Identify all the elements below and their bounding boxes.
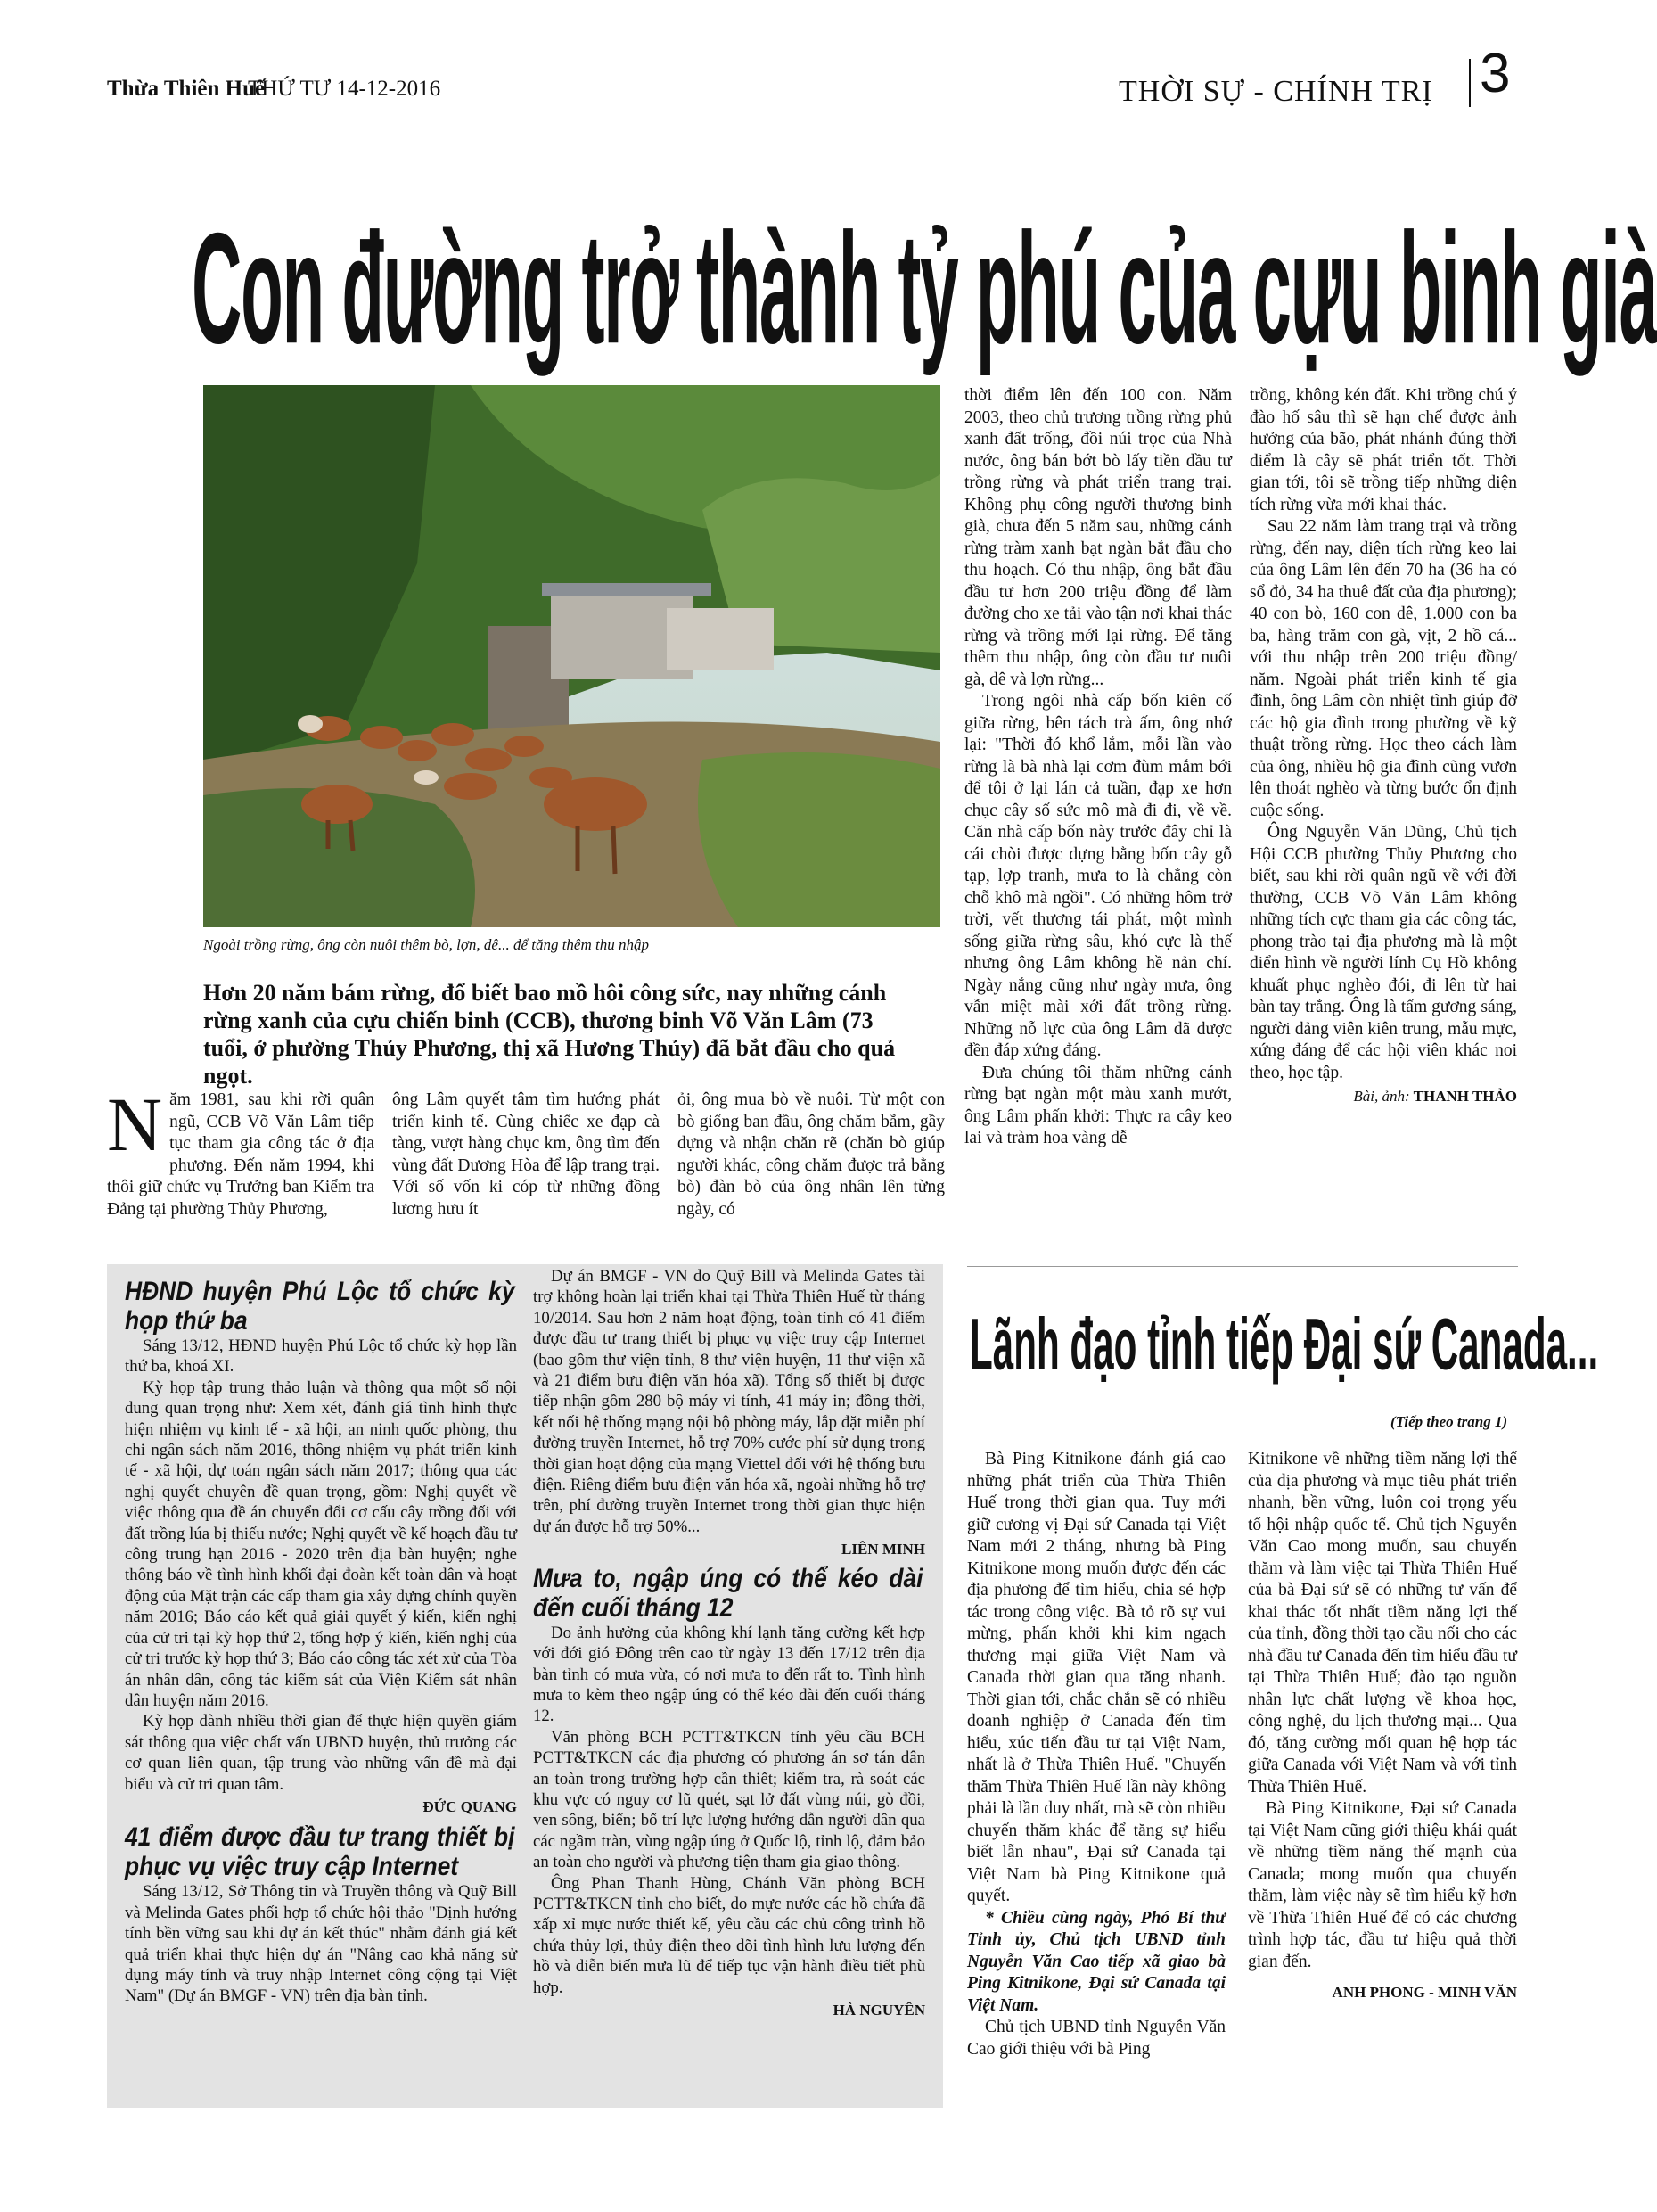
paragraph: Kitnikone về những tiềm năng lợi thế của địa phương và mục tiêu phát triển nhanh, bền vững, luôn coi trọng yếu tố hội nhập quốc tế. Chủ tịch Nguyễn Văn Cao mong muốn, sau chuyến thăm và làm việc tại Thừa Thiên Huế của bà Đại sứ sẽ có những tư vấn để khai thác tốt nhất tiềm năng lợi thế của tỉnh, đồng thời tạo cầu nối cho các nhà đầu tư Canada đến tìm hiểu đầu tư tại Thừa Thiên Huế; đào tạo nguồn nhân lực chất lượng về khoa học, công nghệ, du lịch thương mại... Qua đó, tăng cường mối quan hệ hợp tác giữa Canada với Việt Nam và với tỉnh Thừa Thiên Huế. (1248, 1450, 1517, 1797)
paragraph: trồng, không kén đất. Khi trồng chú ý đào hố sâu thì sẽ hạn chế được ảnh hưởng của bão, phát nhánh đúng thời điểm là cây sẽ phát triển tốt. Thời gian tới, tôi sẽ trồng tiếp những diện tích rừng vừa mới khai thác. (1250, 386, 1517, 514)
column-text: ông Lâm quyết tâm tìm hướng phát triển kinh tế. Cùng chiếc xe đạp cà tàng, vượt hàng chục km, ông tìm đến vùng đất Dương Hòa để lập trang trại. Với số vốn ki cóp từ những đồng lương hưu ít (392, 1090, 660, 1219)
issue-date: THỨ TƯ 14-12-2016 (248, 77, 441, 101)
newspaper-name: Thừa Thiên Huế (107, 77, 266, 101)
brief-title: 41 điểm được đầu tư trang thiết bị phục vụ việc truy cập Internet (125, 1822, 515, 1882)
drop-cap: N (107, 1081, 163, 1167)
section-rule (967, 1266, 1518, 1267)
paragraph: Kỳ họp dành nhiều thời gian để thực hiện quyền giám sát thông qua việc chất vấn UBND huyện, thủ trưởng các cơ quan liên quan, tập trung vào những vấn đề mà đại biểu và cử tri quan tâm. (125, 1712, 517, 1794)
brief-column-2 (533, 1266, 925, 2020)
brief-title: Mưa to, ngập úng có thể kéo dài đến cuối tháng 12 (533, 1563, 923, 1623)
article-lede: Hơn 20 năm bám rừng, đổ biết bao mồ hôi công sức, nay những cánh rừng xanh của cựu chiến binh (CCB), thương binh Võ Văn Lâm (73 tuổi, ở phường Thủy Phương, thị xã Hương Thủy) đã bắt đầu cho quả ngọt. (203, 980, 896, 1089)
paragraph: Do ảnh hưởng của không khí lạnh tăng cường kết hợp với đới gió Đông trên cao từ ngày 13 đến 17/12 trên địa bàn tỉnh có mưa vừa, có nơi mưa to đến rất to. Tình hình mưa to kèm theo ngập úng có thể kéo dài đến cuối tháng 12. (533, 1623, 925, 1726)
article-photo (203, 385, 940, 927)
section-title: THỜI SỰ - CHÍNH TRỊ (1119, 75, 1433, 108)
canada-byline: ANH PHONG - MINH VĂN (1332, 1984, 1517, 2001)
paragraph: thời điểm lên đến 100 con. Năm 2003, theo chủ trương trồng rừng phủ xanh đất trống, đồi núi trọc của Nhà nước, ông bán bớt bò lấy tiền đầu tư trồng rừng và phát triển trang trại. Không phụ công người thương binh già, chưa đến 5 năm sau, những cánh rừng tràm xanh bạt ngàn bắt đầu cho thu hoạch. Có thu nhập, ông bắt đầu đầu tư hơn 200 triệu đồng để làm đường cho xe tải vào tận nơi khai thác rừng và trồng mới lại rừng. Để tăng thêm thu nhập, ông còn đầu tư nuôi gà, dê và lợn rừng... (964, 386, 1232, 689)
canada-headline: Lãnh đạo tỉnh tiếp Đại sứ Canada... (970, 1303, 1599, 1386)
article-column-1 (107, 1081, 374, 1221)
column-text: ăm 1981, sau khi rời quân ngũ, CCB Võ Văn Lâm tiếp tục tham gia công tác ở địa phương. Đến năm 1994, khi thôi giữ chức vụ Trưởng ban Kiểm tra Đảng tại phường Thủy Phương, (107, 1090, 374, 1219)
canada-column-1 (967, 1449, 1226, 2060)
paragraph: Ông Phan Thanh Hùng, Chánh Văn phòng BCH PCTT&TKCN tỉnh cho biết, do mực nước các hồ chứa đã xấp xỉ mực nước thiết kế, yêu cầu các chủ công trình hồ chứa thủy lợi, thủy điện theo dõi tình hình lưu lượng đến hồ và diễn biến mưa lũ để tiếp tục vận hành điều tiết phù hợp. (533, 1873, 925, 1997)
paragraph: Sau 22 năm làm trang trại và trồng rừng, đến nay, diện tích rừng keo lai của ông Lâm lên đến 70 ha (36 ha có sổ đỏ, 34 ha thuê đất của địa phương); 40 con bò, 160 con dê, 1.000 con ba ba, hàng trăm con gà, vịt, 2 hồ cá... với thu nhập trên 200 triệu đồng/ năm. Ngoài phát triển kinh tế gia đình, ông Lâm còn nhiệt tình giúp đỡ các hộ gia đình trong phường về kỹ thuật trồng rừng. Học theo cách làm của ông, nhiều hộ gia đình cũng vươn lên thoát nghèo và từng bước ổn định cuộc sống. (1250, 517, 1517, 820)
paragraph: Sáng 13/12, Sở Thông tin và Truyền thông và Quỹ Bill và Melinda Gates phối hợp tổ chức hội thảo "Định hướng tính bền vững sau khi dự án kết thúc" nhằm đánh giá kết quả triển khai thực hiện dự án "Nâng cao khả năng sử dụng máy tính và truy nhập Internet công cộng tại Việt Nam" (Dự án BMGF - VN) trên địa bàn tỉnh. (125, 1882, 517, 2006)
article-byline: Bài, ảnh: THANH THẢO (1353, 1088, 1517, 1105)
continued-note: (Tiếp theo trang 1) (1390, 1413, 1508, 1430)
paragraph: Đưa chúng tôi thăm những cánh rừng bạt ngàn một màu xanh mướt, ông Lâm phấn khởi: Thực ra cây keo lai và tràm hoa vàng dễ (964, 1063, 1232, 1147)
paragraph: Bà Ping Kitnikone đánh giá cao những phát triển của Thừa Thiên Huế trong thời gian qua. Tuy mới giữ cương vị Đại sứ Canada tại Việt Nam mới 2 tháng, nhưng bà Ping Kitnikone mong muốn được đến các địa phương để tìm hiểu, chia sẻ hợp tác trong công việc. Bà tỏ rõ sự vui mừng, phấn khởi khi kim ngạch thương mại giữa Việt Nam và Canada thời gian qua tăng nhanh. Thời gian tới, chắc chắn sẽ có nhiều doanh nghiệp ở Canada đến tìm hiểu, xúc tiến đầu tư tại Việt Nam, nhất là ở Thừa Thiên Huế. "Chuyến thăm Thừa Thiên Huế lần này không phải là lần duy nhất, mà sẽ còn nhiều chuyến thăm khác để tăng sự hiểu biết lẫn nhau", Đại sứ Canada tại Việt Nam bà Ping Kitnikone quả quyết. (967, 1450, 1226, 1905)
canada-column-2 (1248, 1449, 1517, 2004)
paragraph: * Chiều cùng ngày, Phó Bí thư Tỉnh ủy, Chủ tịch UBND tỉnh Nguyễn Văn Cao tiếp xã giao bà Ping Kitnikone, Đại sứ Canada tại Việt Nam. (967, 1908, 1226, 2015)
paragraph: Văn phòng BCH PCTT&TKCN tỉnh yêu cầu BCH PCTT&TKCN các địa phương có phương án sơ tán dân an toàn trong trường hợp cần thiết; kiểm tra, rà soát các khu vực có nguy cơ lũ quét, sạt lở đất vùng núi, gò đồi, ven sông, biển; bố trí lực lượng hướng dẫn người dân qua các ngầm tràn, vùng ngập úng ở Quốc lộ, tỉnh lộ, đảm bảo an toàn cho người và phương tiện tham gia giao thông. (533, 1727, 925, 1872)
brief-author: LIÊN MINH (841, 1541, 925, 1558)
brief-title: HĐND huyện Phú Lộc tổ chức kỳ họp thứ ba (125, 1277, 515, 1336)
photo-caption: Ngoài trồng rừng, ông còn nuôi thêm bò, lợn, dê... để tăng thêm thu nhập (203, 936, 649, 953)
paragraph: Kỳ họp tập trung thảo luận và thông qua một số nội dung quan trọng như: Xem xét, đánh giá tình hình thực hiện nhiệm vụ kinh tế - xã hội, an ninh quốc phòng, thu chi ngân sách năm 2016, thông nhiệm vụ phát triển kinh tế - xã hội, dự toán ngân sách năm 2017; thông qua các nghị quyết chuyên đề quan trọng, gồm: Nghị quyết về việc thông qua đề án chuyển đổi cơ cấu cây trồng đối với đất trồng lúa bị thiếu nước; Nghị quyết về kế hoạch đầu tư công trung hạn 2016 - 2020 trên địa bàn huyện; nghe thông báo về tình hình khối đại đoàn kết toàn dân và hoạt động của Mặt trận các cấp tham gia xây dựng chính quyền năm 2016; Báo cáo kết quả giải quyết ý kiến, kiến nghị của cử tri tại kỳ họp thứ 2, tổng hợp ý kiến, kiến nghị của cử tri trước kỳ họp thứ 3; Báo cáo công tác xét xử của Tòa án nhân dân, công tác kiểm sát của Viện Kiểm sát nhân dân huyện năm 2016. (125, 1377, 517, 1710)
column-text: ỏi, ông mua bò về nuôi. Từ một con bò giống ban đầu, ông chăm bẵm, gầy dựng và nhận chăn rẽ (chăn bò giúp người khác, công chăm được trả bằng bò) đàn bò của ông nhân lên từng ngày, có (677, 1090, 945, 1219)
main-headline: Con đường trở thành tỷ phú của cựu binh già (192, 200, 1657, 376)
article-column-4 (964, 385, 1232, 1150)
page-number: 3 (1480, 43, 1511, 104)
brief-column-1 (125, 1277, 517, 2007)
brief-author: ĐỨC QUANG (422, 1797, 517, 1815)
paragraph: Bà Ping Kitnikone, Đại sứ Canada tại Việt Nam cũng giới thiệu khái quát về những tiềm năng thế mạnh của Canada; mong muốn qua chuyến thăm, làm việc này sẽ tìm hiểu kỹ hơn về Thừa Thiên Huế để có các chương trình hợp tác, đầu tư hiệu quả thời gian đến. (1248, 1799, 1517, 1971)
paragraph: Sáng 13/12, HĐND huyện Phú Lộc tổ chức kỳ họp lần thứ ba, khoá XI. (125, 1336, 517, 1377)
paragraph: Chủ tịch UBND tỉnh Nguyễn Văn Cao giới thiệu với bà Ping (967, 2018, 1226, 2059)
page-divider (1469, 59, 1471, 107)
article-column-3 (677, 1090, 945, 1221)
paragraph: Ông Nguyễn Văn Dũng, Chủ tịch Hội CCB phường Thủy Phương cho biết, sau khi rời quân ngũ về với đời thường, CCB Võ Văn Lâm không những tích cực tham gia các công tác, phong trào tại địa phương mà là một điển hình về người lính Cụ Hồ không khuất phục nghèo đói, đi lên từ hai bàn tay trắng. Ông là tấm gương sáng, người đảng viên kiên trung, mẫu mực, xứng đáng để các hội viên khác noi theo, học tập. (1250, 823, 1517, 1082)
article-column-5 (1250, 385, 1517, 1108)
brief-author: HÀ NGUYÊN (833, 2002, 925, 2019)
paragraph: Dự án BMGF - VN do Quỹ Bill và Melinda Gates tài trợ không hoàn lại triển khai tại Thừa Thiên Huế từ tháng 10/2014. Sau hơn 2 năm hoạt động, toàn tỉnh có 41 điểm được đầu tư trang thiết bị phục vụ việc truy cập Internet (bao gồm thư viện tỉnh, 8 thư viện huyện, 11 thư viện xã và 21 điểm bưu điện văn hóa xã). Tổng số thiết bị được tiếp nhận gồm 280 bộ máy vi tính, 41 máy in; đồng thời, kết nối hệ thống mạng nội bộ phòng máy, lắp đặt miễn phí đường truyền Internet, hỗ trợ 70% cước phí sử dụng trong thời gian hoạt động của mạng Viettel đối với hệ thống bưu điện. Riêng điểm bưu điện văn hóa xã, ngoài những hỗ trợ trên, phí đường truyền Internet trong thời gian thực hiện dự án được hỗ trợ 50%... (533, 1267, 925, 1536)
article-column-2 (392, 1090, 660, 1221)
paragraph: Trong ngôi nhà cấp bốn kiên cố giữa rừng, bên tách trà ấm, ông nhớ lại: "Thời đó khổ lắm, mỗi lần vào rừng là bà nhà lại cơm đùm mắm bới để tôi ở lại lán cả tuần, đạp xe hơn chục cây số sức mô mà đi đi, về về. Căn nhà cấp bốn này trước đây chỉ là cái chòi được dựng bằng bốn cây gỗ tạp, lợp tranh, mưa to là chẳng còn chỗ khô mà ngồi". Có những hôm trở trời, vết thương tái phát, một mình sống giữa rừng sâu, khó cực là thế nhưng ông Lâm không hề nản chí. Ngày nắng cũng như ngày mưa, ông vẫn miệt mài xới đất trồng rừng. Những nỗ lực của ông Lâm đã được đền đáp xứng đáng. (964, 692, 1232, 1060)
